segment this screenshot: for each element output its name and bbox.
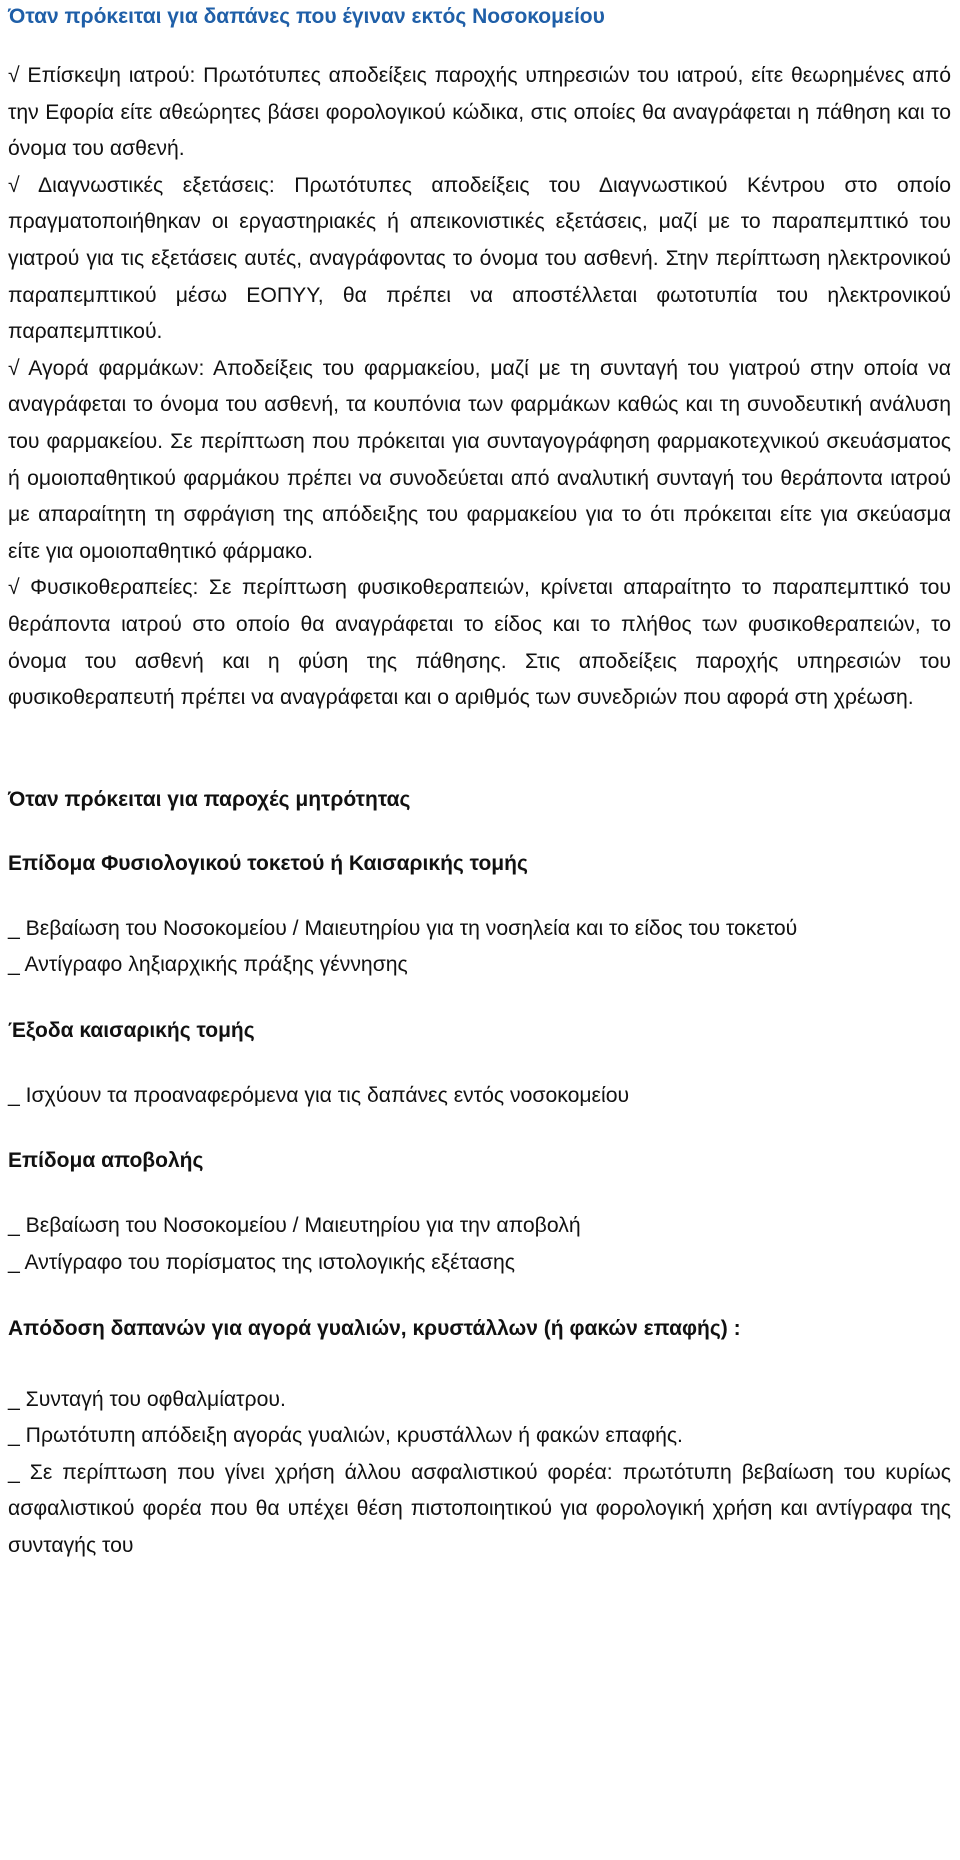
section-title-maternity: Όταν πρόκειται για παροχές μητρότητας — [8, 787, 411, 811]
heading-miscarriage-allowance: Επίδομα αποβολής — [8, 1149, 204, 1173]
paragraph-medicine-purchase: √ Αγορά φαρμάκων: Αποδείξεις του φαρμακείου, μαζί με τη συνταγή του γιατρού στην οποία να αναγράφεται το όνομα του ασθενή, τα κουπόνια των φαρμάκων καθώς και τη συνοδευτική ανάλυση του φαρμακείου. Σε περίπτωση που πρόκειται για συνταγογράφηση φαρμακοτεχνικού σκευάσματος ή ομοιοπαθητικού φαρμάκου πρέπει να συνοδεύεται από αναλυτική συνταγή του θεράποντα ιατρού με απαραίτητη τη σφράγιση της απόδειξης του φαρμακείου για το ότι πρόκειται είτε για σκεύασμα είτε για ομοιοπαθητικό φάρμακο. — [8, 356, 951, 563]
section-title-outside-hospital: Όταν πρόκειται για δαπάνες που έγιναν εκτός Νοσοκομείου — [8, 5, 605, 28]
list-birth-allowance — [8, 911, 951, 984]
list-item: _ Αντίγραφο ληξιαρχικής πράξης γέννησης — [8, 953, 408, 977]
list-cesarean-costs — [8, 1078, 951, 1115]
document-page — [0, 2, 960, 1860]
heading-cesarean-costs: Έξοδα καισαρικής τομής — [8, 1018, 255, 1042]
paragraph-physiotherapy: √ Φυσικοθεραπείες: Σε περίπτωση φυσικοθεραπειών, κρίνεται απαραίτητο το παραπεμπτικό του θεράποντα ιατρού στο οποίο θα αναγράφεται το είδος και το πλήθος των φυσικοθεραπειών, το όνομα του ασθενή και η φύση της πάθησης. Στις αποδείξεις παροχής υπηρεσιών του φυσικοθεραπευτή πρέπει να αναγράφεται και ο αριθμός των συνεδριών που αφορά στη χρέωση. — [8, 576, 951, 710]
section-spacer — [8, 717, 951, 783]
list-item: _ Σε περίπτωση που γίνει χρήση άλλου ασφαλιστικού φορέα: πρωτότυπη βεβαίωση του κυρίως ασφαλιστικού φορέα που θα υπέχει θέση πιστοποιητικού για φορολογική χρήση και αντίγραφα της συνταγής του — [8, 1460, 951, 1558]
list-glasses-costs — [8, 1382, 951, 1565]
list-item: _ Ισχύουν τα προαναφερόμενα για τις δαπάνες εντός νοσοκομείου — [8, 1083, 630, 1107]
paragraph-doctor-visit: √ Επίσκεψη ιατρού: Πρωτότυπες αποδείξεις παροχής υπηρεσιών του ιατρού, είτε θεωρημένες από την Εφορία είτε αθεώρητες βάσει φορολογικού κώδικα, στις οποίες θα αναγράφεται η πάθηση και το όνομα του ασθενή. — [8, 64, 951, 161]
list-item: _ Πρωτότυπη απόδειξη αγοράς γυαλιών, κρυστάλλων ή φακών επαφής. — [8, 1424, 683, 1448]
list-item: _ Αντίγραφο του πορίσματος της ιστολογικής εξέτασης — [8, 1251, 515, 1275]
list-item: _ Βεβαίωση του Νοσοκομείου / Μαιευτηρίου για τη νοσηλεία και το είδος του τοκετού — [8, 916, 798, 940]
paragraph-diagnostic-tests: √ Διαγνωστικές εξετάσεις: Πρωτότυπες αποδείξεις του Διαγνωστικού Κέντρου στο οποίο πραγματοποιήθηκαν οι εργαστηριακές ή απεικονιστικές εξετάσεις, μαζί με το παραπεμπτικό του γιατρού για τις εξετάσεις αυτές, αναγράφοντας το όνομα του ασθενή. Στην περίπτωση ηλεκτρονικού παραπεμπτικού μέσω ΕΟΠΥΥ, θα πρέπει να αποστέλλεται φωτοτυπία του ηλεκτρονικού παραπεμπτικού. — [8, 173, 951, 344]
list-item: _ Συνταγή του οφθαλμίατρου. — [8, 1387, 286, 1411]
list-item: _ Βεβαίωση του Νοσοκομείου / Μαιευτηρίου για την αποβολή — [8, 1214, 581, 1238]
heading-birth-allowance: Επίδομα Φυσιολογικού τοκετού ή Καισαρικής τομής — [8, 851, 528, 875]
heading-glasses-costs: Απόδοση δαπανών για αγορά γυαλιών, κρυστάλλων (ή φακών επαφής) : — [8, 1316, 741, 1340]
list-miscarriage-allowance — [8, 1208, 951, 1281]
